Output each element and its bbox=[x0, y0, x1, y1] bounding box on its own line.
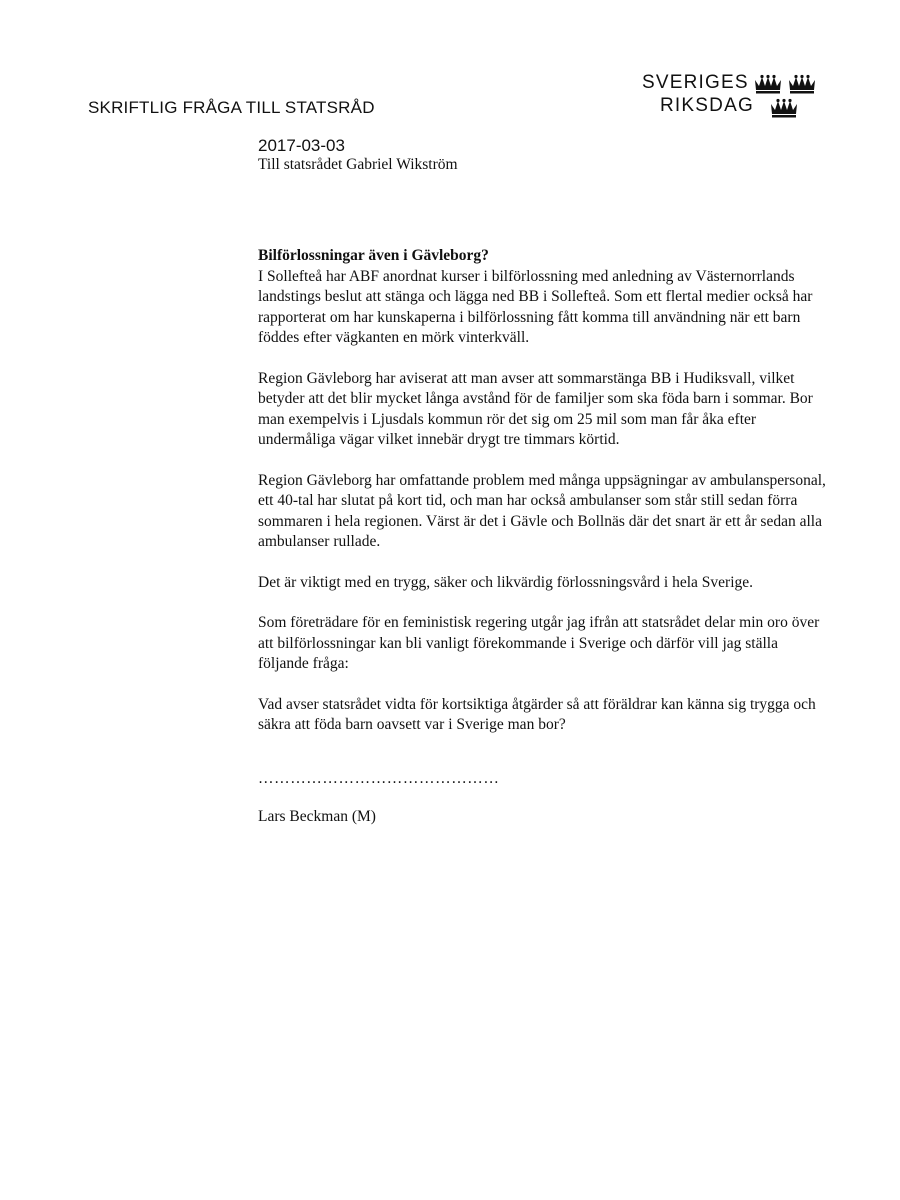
question-date: 2017-03-03 bbox=[258, 136, 345, 155]
question-paragraph: Vad avser statsrådet vidta för kortsiktiga åtgärder så att föräldrar kan känna sig trygga och säkra att föda barn oavsett var i Sverige man bor? bbox=[258, 695, 816, 733]
body-paragraph: I Sollefteå har ABF anordnat kurser i bilförlossning med anledning av Västernorrlands landstings beslut att stänga och lägga ned BB i Sollefteå. Som ett flertal medier också har rapporterat om har kunskaperna i bilförlossning fått komma till användning när ett barn föddes efter vägkanten en mörk vinterkväll. bbox=[258, 267, 813, 346]
logo-text-line2: RIKSDAG bbox=[660, 95, 754, 116]
crown-icon bbox=[770, 98, 802, 118]
logo-text-line1: SVERIGES bbox=[642, 72, 749, 93]
recipient-line: Till statsrådet Gabriel Wikström bbox=[258, 156, 458, 173]
body-paragraph: Region Gävleborg har aviserat att man avser att sommarstänga BB i Hudiksvall, vilket betyder att det blir mycket långa avstånd för de familjer som ska föda barn i sommar. Bor man exempelvis i Ljusdals kommun rör det sig om 25 mil som man får åka efter undermåliga vägar vilket innebär drygt tre timmars körtid. bbox=[258, 369, 813, 448]
body-paragraph: Region Gävleborg har omfattande problem med många uppsägningar av ambulanspersonal, ett 40-tal har slutat på kort tid, och man har också ambulanser som står still sedan förra sommaren i hela regionen. Värst är det i Gävle och Bollnäs där det snart är ett år sedan alla ambulanser rullade. bbox=[258, 471, 826, 550]
body-paragraph: Det är viktigt med en trygg, säker och likvärdig förlossningsvård i hela Sverige. bbox=[258, 573, 754, 591]
two-crowns-icon bbox=[754, 74, 820, 94]
document-type-heading: SKRIFTLIG FRÅGA TILL STATSRÅD bbox=[88, 98, 375, 117]
question-title: Bilförlossningar även i Gävleborg? bbox=[258, 247, 489, 264]
signature-line: ……………………………………… bbox=[258, 770, 500, 787]
question-body bbox=[258, 246, 828, 756]
riksdag-logo bbox=[640, 72, 830, 124]
signature-name: Lars Beckman (M) bbox=[258, 808, 376, 825]
body-paragraph: Som företrädare för en feministisk regering utgår jag ifrån att statsrådet delar min oro över att bilförlossningar kan bli vanligt förekommande i Sverige och därför vill jag ställa följande fråga: bbox=[258, 614, 820, 672]
